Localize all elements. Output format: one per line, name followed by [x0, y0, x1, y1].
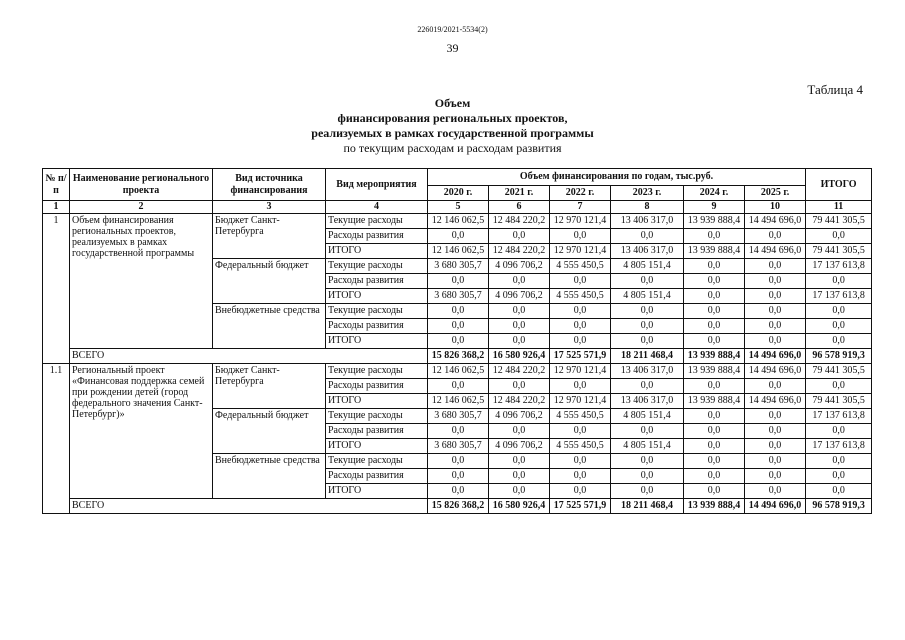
table-header [43, 169, 872, 214]
col-number: 4 [326, 201, 428, 214]
year-value: 0,0 [550, 334, 611, 349]
project-name: Региональный проект «Финансовая поддержка семей при рождении детей (город федерального значения Санкт-Петербург)» [70, 364, 213, 499]
year-value: 0,0 [745, 304, 806, 319]
year-value: 0,0 [745, 379, 806, 394]
year-value: 0,0 [428, 454, 489, 469]
year-value: 12 146 062,5 [428, 244, 489, 259]
year-value: 0,0 [428, 274, 489, 289]
col-number: 3 [213, 201, 326, 214]
year-value: 4 096 706,2 [489, 439, 550, 454]
year-value: 0,0 [428, 484, 489, 499]
year-value: 0,0 [611, 274, 684, 289]
year-value: 12 484 220,2 [489, 394, 550, 409]
year-value: 0,0 [611, 319, 684, 334]
year-value: 0,0 [489, 379, 550, 394]
row-total-value: 0,0 [806, 484, 872, 499]
year-value: 4 805 151,4 [611, 409, 684, 424]
year-value: 13 406 317,0 [611, 214, 684, 229]
year-value: 0,0 [550, 484, 611, 499]
year-value: 12 970 121,4 [550, 364, 611, 379]
group-total-value: 18 211 468,4 [611, 349, 684, 364]
year-value: 0,0 [550, 274, 611, 289]
group-total-label: ВСЕГО [70, 499, 428, 514]
row-total-value: 0,0 [806, 379, 872, 394]
col-number: 5 [428, 201, 489, 214]
year-value: 0,0 [550, 454, 611, 469]
year-value: 0,0 [684, 319, 745, 334]
year-value: 0,0 [550, 379, 611, 394]
year-value: 0,0 [745, 484, 806, 499]
funding-source: Внебюджетные средства [213, 304, 326, 349]
table-row [43, 214, 872, 229]
year-value: 3 680 305,7 [428, 289, 489, 304]
year-value: 0,0 [428, 229, 489, 244]
year-value: 13 939 888,4 [684, 394, 745, 409]
row-total-value: 0,0 [806, 424, 872, 439]
year-value: 12 146 062,5 [428, 394, 489, 409]
activity-type: Расходы развития [326, 424, 428, 439]
year-value: 14 494 696,0 [745, 394, 806, 409]
year-value: 0,0 [745, 409, 806, 424]
year-value: 0,0 [745, 454, 806, 469]
group-total-value: 14 494 696,0 [745, 349, 806, 364]
funding-source: Внебюджетные средства [213, 454, 326, 499]
funding-source: Федеральный бюджет [213, 409, 326, 454]
row-total-value: 79 441 305,5 [806, 364, 872, 379]
year-value: 0,0 [684, 484, 745, 499]
row-total-value: 0,0 [806, 304, 872, 319]
funding-source: Бюджет Санкт-Петербурга [213, 364, 326, 409]
col-header-year: 2023 г. [611, 186, 684, 201]
year-value: 12 970 121,4 [550, 214, 611, 229]
year-value: 3 680 305,7 [428, 439, 489, 454]
col-header-name: Наименование регионального проекта [70, 169, 213, 201]
group-total-value: 16 580 926,4 [489, 349, 550, 364]
group-total-value: 96 578 919,3 [806, 349, 872, 364]
year-value: 0,0 [611, 484, 684, 499]
col-number: 8 [611, 201, 684, 214]
year-value: 0,0 [428, 319, 489, 334]
title-subline: по текущим расходам и расходам развития [343, 141, 562, 155]
year-value: 3 680 305,7 [428, 259, 489, 274]
table-body [43, 214, 872, 514]
col-header-year: 2024 г. [684, 186, 745, 201]
activity-type: ИТОГО [326, 394, 428, 409]
year-value: 0,0 [489, 454, 550, 469]
year-value: 0,0 [745, 229, 806, 244]
year-value: 0,0 [745, 319, 806, 334]
table-row [43, 364, 872, 379]
year-value: 14 494 696,0 [745, 244, 806, 259]
year-value: 0,0 [745, 289, 806, 304]
year-value: 0,0 [489, 469, 550, 484]
col-header-year: 2021 г. [489, 186, 550, 201]
year-value: 0,0 [550, 469, 611, 484]
year-value: 14 494 696,0 [745, 214, 806, 229]
group-total-row [43, 499, 872, 514]
year-value: 0,0 [745, 439, 806, 454]
year-value: 0,0 [745, 424, 806, 439]
col-number: 11 [806, 201, 872, 214]
col-header-year: 2020 г. [428, 186, 489, 201]
year-value: 0,0 [611, 424, 684, 439]
activity-type: ИТОГО [326, 244, 428, 259]
activity-type: Текущие расходы [326, 214, 428, 229]
table-title [0, 96, 905, 156]
title-line: Объем [434, 96, 471, 110]
year-value: 4 805 151,4 [611, 259, 684, 274]
year-value: 4 096 706,2 [489, 289, 550, 304]
row-total-value: 79 441 305,5 [806, 244, 872, 259]
group-total-value: 17 525 571,9 [550, 349, 611, 364]
year-value: 4 805 151,4 [611, 439, 684, 454]
col-number: 7 [550, 201, 611, 214]
year-value: 12 146 062,5 [428, 364, 489, 379]
row-total-value: 79 441 305,5 [806, 394, 872, 409]
year-value: 0,0 [684, 409, 745, 424]
group-total-value: 17 525 571,9 [550, 499, 611, 514]
year-value: 0,0 [611, 379, 684, 394]
year-value: 4 805 151,4 [611, 289, 684, 304]
activity-type: ИТОГО [326, 289, 428, 304]
row-total-value: 17 137 613,8 [806, 439, 872, 454]
year-value: 12 484 220,2 [489, 214, 550, 229]
year-value: 0,0 [684, 469, 745, 484]
row-total-value: 17 137 613,8 [806, 259, 872, 274]
year-value: 4 096 706,2 [489, 259, 550, 274]
row-total-value: 0,0 [806, 274, 872, 289]
activity-type: Расходы развития [326, 229, 428, 244]
year-value: 0,0 [489, 229, 550, 244]
col-number: 2 [70, 201, 213, 214]
year-value: 0,0 [745, 469, 806, 484]
group-total-value: 13 939 888,4 [684, 349, 745, 364]
year-value: 13 406 317,0 [611, 394, 684, 409]
title-line: финансирования региональных проектов, [337, 111, 568, 125]
col-header-activity: Вид мероприятия [326, 169, 428, 201]
year-value: 13 406 317,0 [611, 244, 684, 259]
document-id: 226019/2021-5534(2) [417, 25, 488, 34]
year-value: 0,0 [745, 259, 806, 274]
year-value: 0,0 [428, 379, 489, 394]
activity-type: Текущие расходы [326, 364, 428, 379]
col-header-total: ИТОГО [806, 169, 872, 201]
row-index: 1.1 [43, 364, 70, 514]
year-value: 13 939 888,4 [684, 364, 745, 379]
col-header-source: Вид источника финансирования [213, 169, 326, 201]
col-number: 10 [745, 201, 806, 214]
col-header-num: № п/п [43, 169, 70, 201]
year-value: 0,0 [684, 424, 745, 439]
year-value: 0,0 [550, 304, 611, 319]
row-total-value: 0,0 [806, 334, 872, 349]
group-total-value: 15 826 368,2 [428, 349, 489, 364]
year-value: 4 555 450,5 [550, 259, 611, 274]
year-value: 0,0 [489, 304, 550, 319]
group-total-value: 15 826 368,2 [428, 499, 489, 514]
year-value: 0,0 [611, 454, 684, 469]
group-total-value: 13 939 888,4 [684, 499, 745, 514]
year-value: 0,0 [550, 319, 611, 334]
year-value: 0,0 [684, 229, 745, 244]
col-number: 9 [684, 201, 745, 214]
year-value: 0,0 [428, 469, 489, 484]
year-value: 0,0 [684, 379, 745, 394]
activity-type: ИТОГО [326, 484, 428, 499]
col-number: 1 [43, 201, 70, 214]
activity-type: Текущие расходы [326, 259, 428, 274]
year-value: 13 939 888,4 [684, 244, 745, 259]
year-value: 4 555 450,5 [550, 409, 611, 424]
year-value: 0,0 [489, 319, 550, 334]
year-value: 4 555 450,5 [550, 289, 611, 304]
year-value: 4 555 450,5 [550, 439, 611, 454]
table-label: Таблица 4 [807, 82, 863, 97]
row-total-value: 0,0 [806, 454, 872, 469]
year-value: 13 939 888,4 [684, 214, 745, 229]
row-total-value: 17 137 613,8 [806, 289, 872, 304]
activity-type: Текущие расходы [326, 454, 428, 469]
funding-source: Федеральный бюджет [213, 259, 326, 304]
year-value: 0,0 [745, 274, 806, 289]
row-total-value: 0,0 [806, 469, 872, 484]
row-total-value: 0,0 [806, 319, 872, 334]
year-value: 0,0 [684, 454, 745, 469]
year-value: 0,0 [611, 304, 684, 319]
activity-type: Расходы развития [326, 274, 428, 289]
row-total-value: 0,0 [806, 229, 872, 244]
year-value: 0,0 [489, 334, 550, 349]
activity-type: Расходы развития [326, 469, 428, 484]
group-total-value: 18 211 468,4 [611, 499, 684, 514]
activity-type: Текущие расходы [326, 409, 428, 424]
activity-type: Расходы развития [326, 379, 428, 394]
group-total-row [43, 349, 872, 364]
year-value: 0,0 [550, 229, 611, 244]
group-total-label: ВСЕГО [70, 349, 428, 364]
year-value: 0,0 [428, 304, 489, 319]
col-header-year: 2025 г. [745, 186, 806, 201]
activity-type: Расходы развития [326, 319, 428, 334]
year-value: 0,0 [550, 424, 611, 439]
year-value: 0,0 [684, 439, 745, 454]
year-value: 0,0 [428, 424, 489, 439]
year-value: 4 096 706,2 [489, 409, 550, 424]
group-total-value: 16 580 926,4 [489, 499, 550, 514]
year-value: 13 406 317,0 [611, 364, 684, 379]
year-value: 14 494 696,0 [745, 364, 806, 379]
year-value: 0,0 [611, 469, 684, 484]
row-index: 1 [43, 214, 70, 364]
year-value: 0,0 [745, 334, 806, 349]
year-value: 12 146 062,5 [428, 214, 489, 229]
year-value: 12 970 121,4 [550, 244, 611, 259]
title-line: реализуемых в рамках государственной программы [311, 126, 594, 140]
year-value: 0,0 [684, 289, 745, 304]
project-name: Объем финансирования региональных проектов, реализуемых в рамках государственной программы [70, 214, 213, 349]
year-value: 0,0 [684, 304, 745, 319]
year-value: 12 484 220,2 [489, 244, 550, 259]
col-number: 6 [489, 201, 550, 214]
activity-type: ИТОГО [326, 334, 428, 349]
funding-source: Бюджет Санкт-Петербурга [213, 214, 326, 259]
year-value: 3 680 305,7 [428, 409, 489, 424]
year-value: 12 484 220,2 [489, 364, 550, 379]
year-value: 0,0 [684, 334, 745, 349]
year-value: 0,0 [611, 334, 684, 349]
activity-type: Текущие расходы [326, 304, 428, 319]
financing-table [42, 168, 872, 514]
year-value: 0,0 [489, 484, 550, 499]
year-value: 12 970 121,4 [550, 394, 611, 409]
col-header-year: 2022 г. [550, 186, 611, 201]
year-value: 0,0 [684, 274, 745, 289]
year-value: 0,0 [611, 229, 684, 244]
row-total-value: 17 137 613,8 [806, 409, 872, 424]
col-header-volume: Объем финансирования по годам, тыс.руб. [428, 169, 806, 186]
year-value: 0,0 [489, 424, 550, 439]
group-total-value: 96 578 919,3 [806, 499, 872, 514]
year-value: 0,0 [428, 334, 489, 349]
page-number: 39 [446, 41, 459, 55]
activity-type: ИТОГО [326, 439, 428, 454]
year-value: 0,0 [684, 259, 745, 274]
group-total-value: 14 494 696,0 [745, 499, 806, 514]
row-total-value: 79 441 305,5 [806, 214, 872, 229]
year-value: 0,0 [489, 274, 550, 289]
